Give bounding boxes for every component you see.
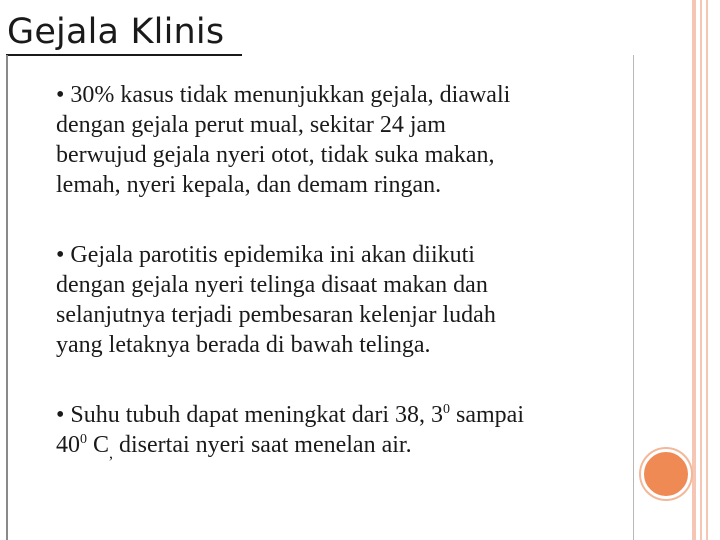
text-run: C — [87, 432, 110, 458]
frame-line-right — [633, 55, 634, 540]
text-run: disertai nyeri saat menelan air. — [113, 432, 412, 458]
orange-circle-ornament — [641, 449, 691, 499]
text-line: dengan gejala nyeri telinga disaat makan dan — [56, 272, 488, 298]
bullet-paragraph — [56, 80, 626, 200]
text-run: sampai — [450, 402, 524, 428]
text-line: • Gejala parotitis epidemika ini akan diikuti — [56, 242, 475, 268]
title-underline — [6, 54, 242, 56]
superscript-degree: 0 — [443, 402, 451, 417]
text-run: 40 — [56, 432, 80, 458]
frame-line-left — [6, 55, 8, 540]
decorative-rule — [706, 0, 708, 540]
bullet-paragraph — [56, 240, 626, 360]
slide-body — [56, 80, 626, 500]
text-line: berwujud gejala nyeri otot, tidak suka makan, — [56, 142, 495, 168]
text-line — [56, 430, 626, 460]
superscript-degree: 0 — [80, 432, 87, 447]
slide-title: Gejala Klinis — [7, 12, 225, 52]
decorative-rule — [692, 0, 696, 540]
bullet-paragraph — [56, 400, 626, 460]
text-line: dengan gejala perut mual, sekitar 24 jam — [56, 112, 446, 138]
text-run: • Suhu tubuh dapat meningkat dari 38, 3 — [56, 402, 444, 428]
text-line: • 30% kasus tidak menunjukkan gejala, diawali — [56, 82, 511, 108]
text-line: lemah, nyeri kepala, dan demam ringan. — [56, 172, 442, 198]
text-line — [56, 400, 626, 430]
text-line: yang letaknya berada di bawah telinga. — [56, 332, 431, 358]
subscript-comma: , — [109, 444, 114, 462]
decorative-rule — [700, 0, 702, 540]
text-line: selanjutnya terjadi pembesaran kelenjar ludah — [56, 302, 496, 328]
